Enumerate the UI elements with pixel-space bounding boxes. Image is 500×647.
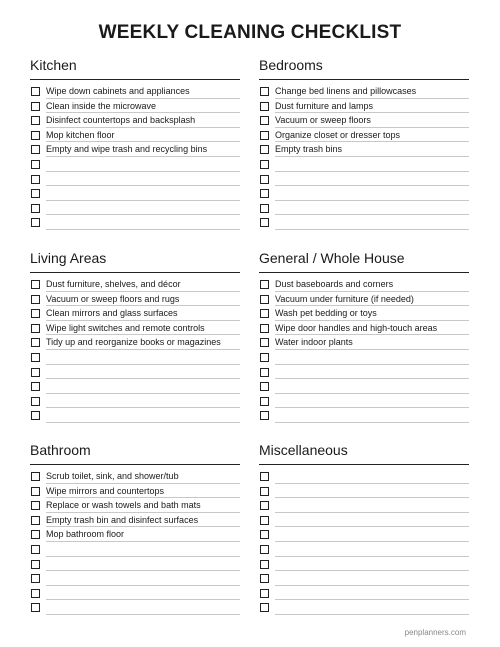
checklist-item (259, 543, 469, 558)
checkbox[interactable] (260, 545, 269, 554)
checkbox[interactable] (31, 116, 40, 125)
checkbox[interactable] (31, 324, 40, 333)
checklist-item (30, 601, 240, 616)
checklist-item (259, 366, 469, 381)
section-title: Bedrooms (259, 57, 323, 73)
write-line (275, 393, 469, 394)
write-line (275, 526, 469, 527)
checkbox[interactable] (31, 397, 40, 406)
checklist-item (30, 85, 240, 100)
write-line (46, 526, 240, 527)
checklist-item (259, 293, 469, 308)
checkbox[interactable] (31, 189, 40, 198)
write-line (275, 214, 469, 215)
write-line (275, 156, 469, 157)
checkbox[interactable] (260, 87, 269, 96)
write-line (46, 614, 240, 615)
checklist (259, 85, 469, 231)
checkbox[interactable] (31, 589, 40, 598)
checkbox[interactable] (260, 338, 269, 347)
checklist-item (30, 514, 240, 529)
write-line (275, 171, 469, 172)
checkbox[interactable] (260, 530, 269, 539)
checkbox[interactable] (260, 501, 269, 510)
checkbox[interactable] (31, 309, 40, 318)
write-line (275, 112, 469, 113)
checklist-item (30, 173, 240, 188)
checklist-item (259, 278, 469, 293)
item-label: Empty and wipe trash and recycling bins (46, 144, 208, 155)
write-line (275, 364, 469, 365)
checkbox[interactable] (260, 324, 269, 333)
checkbox[interactable] (260, 560, 269, 569)
write-line (46, 407, 240, 408)
checklist-item (30, 572, 240, 587)
checkbox[interactable] (31, 382, 40, 391)
write-line (275, 541, 469, 542)
checklist-item (30, 528, 240, 543)
write-line (46, 98, 240, 99)
checkbox[interactable] (31, 487, 40, 496)
write-line (46, 422, 240, 423)
checkbox[interactable] (260, 353, 269, 362)
checkbox[interactable] (260, 175, 269, 184)
checkbox[interactable] (31, 353, 40, 362)
write-line (275, 585, 469, 586)
item-label: Tidy up and reorganize books or magazines (46, 337, 221, 348)
checkbox[interactable] (260, 295, 269, 304)
write-line (275, 185, 469, 186)
checklist-item (259, 202, 469, 217)
write-line (46, 497, 240, 498)
section-title: Miscellaneous (259, 442, 348, 458)
item-label: Replace or wash towels and bath mats (46, 500, 201, 511)
section-bathroom (30, 442, 240, 616)
checkbox[interactable] (260, 160, 269, 169)
section-header (30, 250, 240, 270)
write-line (46, 541, 240, 542)
checklist-item (30, 543, 240, 558)
checklist-item (259, 601, 469, 616)
checkbox[interactable] (31, 368, 40, 377)
write-line (46, 214, 240, 215)
checklist-item (30, 380, 240, 395)
write-line (46, 585, 240, 586)
checklist-item (259, 307, 469, 322)
item-label: Scrub toilet, sink, and shower/tub (46, 471, 179, 481)
write-line (46, 156, 240, 157)
write-line (46, 334, 240, 335)
write-line (275, 497, 469, 498)
item-label: Vacuum under furniture (if needed) (275, 293, 414, 304)
checklist-item (259, 173, 469, 188)
checklist-item (259, 587, 469, 602)
section-living-areas (30, 250, 240, 424)
write-line (275, 556, 469, 557)
write-line (275, 200, 469, 201)
section-divider (30, 464, 240, 465)
checkbox[interactable] (260, 411, 269, 420)
section-title: Living Areas (30, 250, 107, 266)
checkbox[interactable] (31, 560, 40, 569)
write-line (275, 98, 469, 99)
checklist-item (30, 158, 240, 173)
checkbox[interactable] (31, 145, 40, 154)
checkbox[interactable] (31, 516, 40, 525)
write-line (46, 185, 240, 186)
section-header (30, 442, 240, 462)
item-label: Change bed linens and pillowcases (275, 86, 417, 96)
write-line (275, 378, 469, 379)
checklist-item (259, 85, 469, 100)
checkbox[interactable] (260, 116, 269, 125)
checklist-item (259, 499, 469, 514)
checklist-item (30, 336, 240, 351)
checklist-item (259, 187, 469, 202)
checklist (259, 278, 469, 424)
checkbox[interactable] (260, 204, 269, 213)
section-kitchen (30, 57, 240, 231)
section-header (259, 442, 469, 462)
write-line (275, 305, 469, 306)
write-line (46, 127, 240, 128)
item-label: Clean mirrors and glass surfaces (46, 308, 178, 319)
checklist-item (259, 336, 469, 351)
write-line (46, 305, 240, 306)
item-label: Wipe down cabinets and appliances (46, 86, 190, 96)
checkbox[interactable] (31, 603, 40, 612)
checklist-item (30, 216, 240, 231)
write-line (275, 422, 469, 423)
checkbox[interactable] (31, 102, 40, 111)
write-line (46, 229, 240, 230)
checklist (30, 278, 240, 424)
write-line (275, 407, 469, 408)
checkbox[interactable] (260, 189, 269, 198)
write-line (275, 334, 469, 335)
checkbox[interactable] (260, 589, 269, 598)
checklist-item (30, 499, 240, 514)
checklist-item (259, 322, 469, 337)
checkbox[interactable] (260, 487, 269, 496)
checkbox[interactable] (31, 204, 40, 213)
checkbox[interactable] (260, 516, 269, 525)
item-label: Empty trash bins (275, 144, 343, 155)
checklist-item (30, 100, 240, 115)
checklist-item (30, 278, 240, 293)
checklist-item (30, 485, 240, 500)
write-line (275, 141, 469, 142)
item-label: Vacuum or sweep floors and rugs (46, 293, 180, 304)
checklist-item (30, 129, 240, 144)
item-label: Dust furniture, shelves, and décor (46, 279, 181, 289)
item-label: Wash pet bedding or toys (275, 308, 377, 319)
section-divider (30, 79, 240, 80)
checklist-item (259, 528, 469, 543)
checklist-item (30, 187, 240, 202)
checklist (30, 85, 240, 231)
write-line (46, 112, 240, 113)
checkbox[interactable] (31, 175, 40, 184)
checklist-item (259, 143, 469, 158)
write-line (46, 349, 240, 350)
write-line (275, 512, 469, 513)
checkbox[interactable] (260, 397, 269, 406)
checklist-item (30, 587, 240, 602)
checkbox[interactable] (260, 102, 269, 111)
item-label: Dust furniture and lamps (275, 100, 374, 111)
checklist-item (259, 558, 469, 573)
write-line (46, 320, 240, 321)
section-header (30, 57, 240, 77)
section-title: Kitchen (30, 57, 77, 73)
checklist-item (30, 143, 240, 158)
checkbox[interactable] (31, 545, 40, 554)
write-line (46, 291, 240, 292)
checklist-item (259, 158, 469, 173)
checkbox[interactable] (31, 295, 40, 304)
write-line (275, 127, 469, 128)
checkbox[interactable] (31, 338, 40, 347)
checkbox[interactable] (260, 574, 269, 583)
checklist-item (259, 114, 469, 129)
checklist-item (30, 114, 240, 129)
checklist-item (259, 485, 469, 500)
checkbox[interactable] (31, 160, 40, 169)
checklist-item (30, 395, 240, 410)
checklist-item (30, 351, 240, 366)
write-line (46, 512, 240, 513)
section-divider (259, 272, 469, 273)
checkbox[interactable] (260, 472, 269, 481)
section-header (259, 250, 469, 270)
write-line (46, 393, 240, 394)
item-label: Disinfect countertops and backsplash (46, 115, 196, 126)
item-label: Clean inside the microwave (46, 100, 157, 111)
item-label: Wipe door handles and high-touch areas (275, 322, 438, 333)
write-line (275, 320, 469, 321)
checkbox[interactable] (260, 603, 269, 612)
section-title: Bathroom (30, 442, 91, 458)
write-line (46, 570, 240, 571)
checklist-item (30, 366, 240, 381)
write-line (275, 570, 469, 571)
write-line (46, 556, 240, 557)
checkbox[interactable] (31, 530, 40, 539)
page-title: WEEKLY CLEANING CHECKLIST (98, 22, 402, 43)
write-line (275, 483, 469, 484)
checklist-item (259, 409, 469, 424)
section-title: General / Whole House (259, 250, 405, 266)
checkbox[interactable] (260, 131, 269, 140)
checkbox[interactable] (31, 218, 40, 227)
checklist-item (259, 351, 469, 366)
checkbox[interactable] (260, 309, 269, 318)
item-label: Mop kitchen floor (46, 129, 115, 140)
item-label: Mop bathroom floor (46, 529, 125, 540)
checkbox[interactable] (260, 280, 269, 289)
checkbox[interactable] (31, 131, 40, 140)
write-line (46, 200, 240, 201)
section-divider (259, 464, 469, 465)
checkbox[interactable] (31, 501, 40, 510)
write-line (275, 599, 469, 600)
item-label: Wipe light switches and remote controls (46, 322, 205, 333)
checklist-item (259, 470, 469, 485)
write-line (46, 378, 240, 379)
write-line (46, 364, 240, 365)
checkbox[interactable] (31, 280, 40, 289)
section-bedrooms (259, 57, 469, 231)
checklist-item (30, 470, 240, 485)
checkbox[interactable] (31, 574, 40, 583)
checkbox[interactable] (260, 368, 269, 377)
write-line (275, 349, 469, 350)
section-miscellaneous (259, 442, 469, 616)
checklist-item (30, 322, 240, 337)
checklist-item (259, 100, 469, 115)
checklist (30, 470, 240, 616)
checklist-item (30, 293, 240, 308)
checklist-item (259, 129, 469, 144)
checklist (259, 470, 469, 616)
checklist-item (30, 558, 240, 573)
section-divider (30, 272, 240, 273)
item-label: Dust baseboards and corners (275, 279, 394, 289)
write-line (46, 141, 240, 142)
section-header (259, 57, 469, 77)
write-line (46, 483, 240, 484)
write-line (275, 229, 469, 230)
item-label: Water indoor plants (275, 337, 353, 348)
write-line (46, 171, 240, 172)
checklist-item (30, 307, 240, 322)
checklist-item (259, 514, 469, 529)
checkbox[interactable] (260, 145, 269, 154)
write-line (275, 614, 469, 615)
checkbox[interactable] (31, 472, 40, 481)
item-label: Vacuum or sweep floors (275, 115, 371, 126)
footer-text: penplanners.com (404, 628, 466, 637)
item-label: Wipe mirrors and countertops (46, 485, 165, 496)
item-label: Empty trash bin and disinfect surfaces (46, 514, 199, 525)
section-general-whole-house (259, 250, 469, 424)
checklist-item (30, 202, 240, 217)
write-line (46, 599, 240, 600)
checkbox[interactable] (31, 411, 40, 420)
checklist-item (30, 409, 240, 424)
item-label: Organize closet or dresser tops (275, 129, 401, 140)
section-divider (259, 79, 469, 80)
checkbox[interactable] (260, 382, 269, 391)
write-line (275, 291, 469, 292)
checklist-item (259, 395, 469, 410)
checkbox[interactable] (260, 218, 269, 227)
checklist-item (259, 380, 469, 395)
checklist-item (259, 572, 469, 587)
checkbox[interactable] (31, 87, 40, 96)
checklist-item (259, 216, 469, 231)
